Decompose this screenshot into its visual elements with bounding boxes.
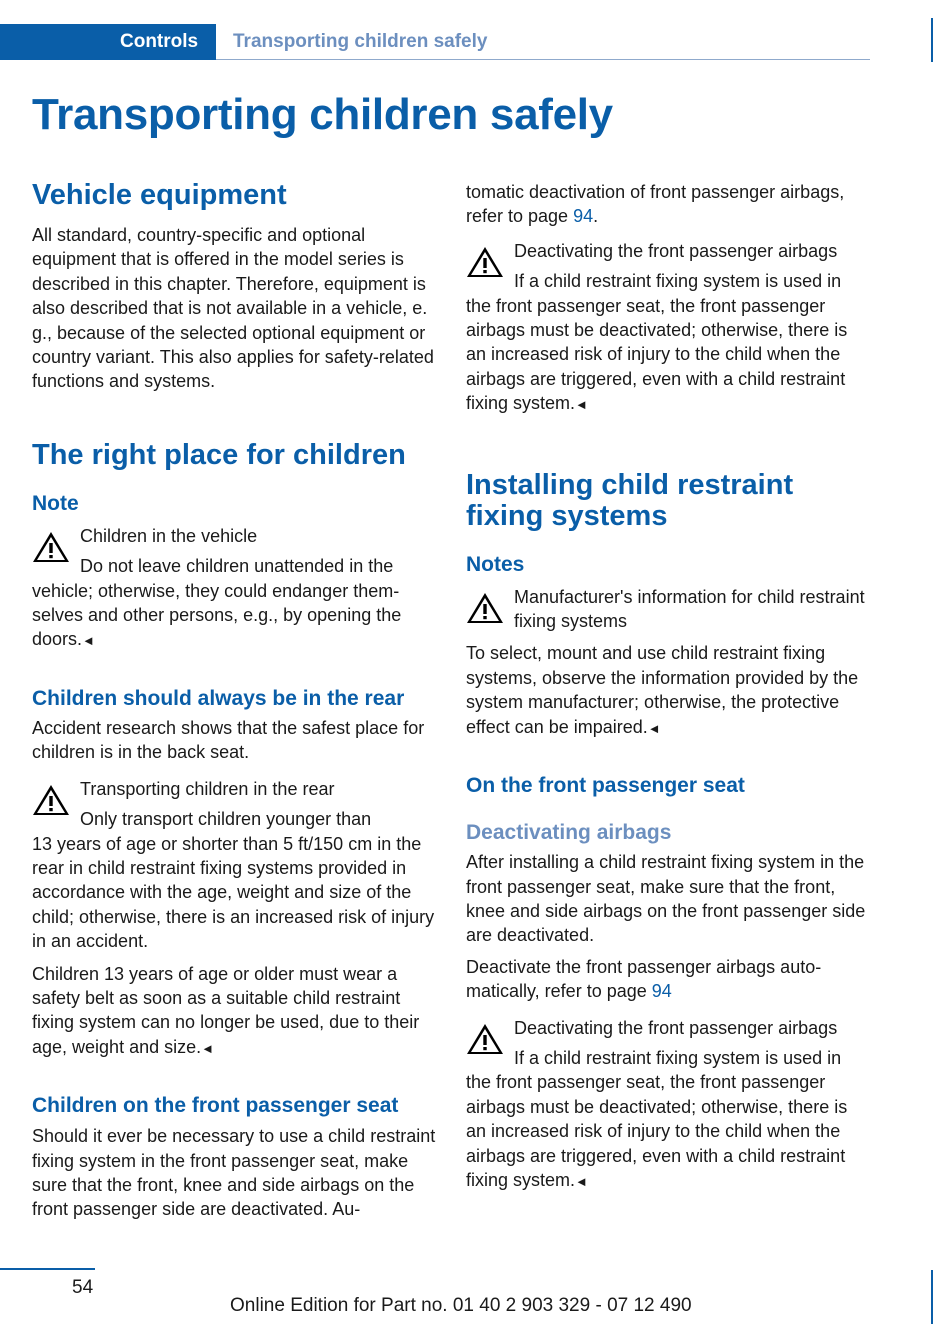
warning-body-first: Do not leave children unattended in the [80, 556, 394, 577]
warning-title: Transporting children in the rear [80, 778, 335, 799]
end-marker: ◄ [647, 720, 661, 736]
header-divider [216, 59, 870, 60]
footer-divider [0, 1268, 95, 1270]
warning-deactivating-airbags-2 [466, 1016, 870, 1195]
heading-right-place: The right place for children [32, 438, 406, 471]
rear-text: Accident research shows that the safest place for children is in the back seat. [32, 717, 425, 763]
warning-body-first: If a child restraint fixing system is used in [514, 271, 842, 292]
warning-title: Deactivating the front passenger airbags [514, 240, 838, 261]
warning-deactivating-airbags [466, 239, 870, 418]
warning-children-in-vehicle [32, 524, 436, 654]
rear-text-2-wrap [32, 962, 436, 1062]
deactivating-text: After installing a child restraint fixing system in the front passenger seat, make sure that the front, knee and side airbags on the front passenger side are deactivated. [466, 852, 866, 946]
warning-title: Manufacturer's information for child restraint fixing systems [514, 586, 865, 632]
heading-on-front-seat: On the front passenger seat [466, 774, 745, 798]
continuation-text: tomatic deactivation of front passenger airbags, refer to page [466, 182, 845, 227]
heading-children-rear: Children should always be in the rear [32, 686, 405, 710]
warning-triangle-icon [466, 1023, 504, 1055]
warning-body: the front passenger seat, the front passenger airbags must be deactivated; otherwise, there is an increased risk of injury to the child when the airbags are triggered, even with a child restraint fixing system. [466, 1072, 848, 1190]
deactivate-auto-text-wrap [466, 955, 870, 1004]
installing-text: To select, mount and use child restraint fixing systems, observe the information provided by the system manufacturer; otherwise, the protective effect can be impaired. [466, 643, 859, 737]
rear-text-2: Children 13 years of age or older must wear a safety belt as soon as a suitable child restraint fixing system can no longer be used, due to their age, weight and size. [32, 963, 420, 1057]
page-title: Transporting children safely [32, 90, 613, 139]
warning-triangle-icon [32, 784, 70, 816]
warning-triangle-icon [466, 592, 504, 624]
warning-children-rear [32, 777, 436, 954]
header-tab-controls: Controls [0, 24, 216, 60]
heading-note: Note [32, 491, 79, 515]
heading-installing: Installing child restraint fixing systems [466, 468, 794, 532]
header-section-title: Transporting children safely [233, 31, 488, 52]
end-marker: ◄ [575, 397, 588, 413]
page-link-94[interactable]: 94 [651, 981, 672, 1002]
page-number: 54 [72, 1277, 94, 1298]
heading-children-front-seat: Children on the front passenger seat [32, 1094, 399, 1118]
warning-manufacturer-info [466, 585, 870, 634]
warning-title: Children in the vehicle [80, 525, 258, 546]
end-marker: ◄ [82, 633, 95, 649]
warning-body: vehicle; otherwise, they could endanger themselves and other persons, e.g., by opening the doors. [32, 580, 402, 650]
warning-title: Deactivating the front passenger airbags [514, 1017, 838, 1038]
warning-body: 13 years of age or shorter than 5 ft/150 cm in the rear in child restraint fixing systems provided in accordance with the age, weight and size of the child; otherwise, there is an increased risk of injury in an accident. [32, 833, 435, 952]
vehicle-equipment-text: All standard, country-specific and optional equipment that is offered in the model series is described in this chapter. Therefore, equipment is also described that is not available in a vehicle, e. g., because of the selected optional equipment or country variant. This also applies for safety-related functions and systems. [32, 225, 434, 392]
left-column [32, 176, 436, 1222]
front-seat-text: Should it ever be necessary to use a child restraint fixing system in the front passenger seat, make sure that the front, knee and side airbags on the front passenger side are deactivated. Au- [32, 1126, 436, 1220]
warning-body-first: Only transport children younger than [80, 809, 372, 830]
warning-body: the front passenger seat, the front passenger airbags must be deactivated; otherwise, there is an increased risk of injury to the child when the airbags are triggered, even with a child restraint fixing system. [466, 295, 848, 414]
heading-deactivating-airbags: Deactivating airbags [466, 821, 672, 845]
page-link-94[interactable]: 94 [573, 206, 594, 227]
right-column [466, 180, 870, 1194]
end-marker: ◄ [201, 1040, 214, 1056]
end-marker: ◄ [575, 1173, 588, 1189]
installing-text-wrap [466, 641, 870, 741]
heading-notes: Notes [466, 552, 525, 576]
continuation-text-wrap: tomatic deactivation of front passenger airbags, refer to page 94. [466, 182, 845, 227]
footer-edition: Online Edition for Part no. 01 40 2 903 329 - 07 12 490 [230, 1295, 692, 1316]
warning-body-first: If a child restraint fixing system is used in [514, 1047, 842, 1068]
warning-triangle-icon [466, 246, 504, 278]
deactivate-auto-text: Deactivate the front passenger airbags automatically, refer to page [466, 956, 822, 1002]
heading-vehicle-equipment: Vehicle equipment [32, 179, 287, 211]
warning-triangle-icon [32, 531, 70, 563]
